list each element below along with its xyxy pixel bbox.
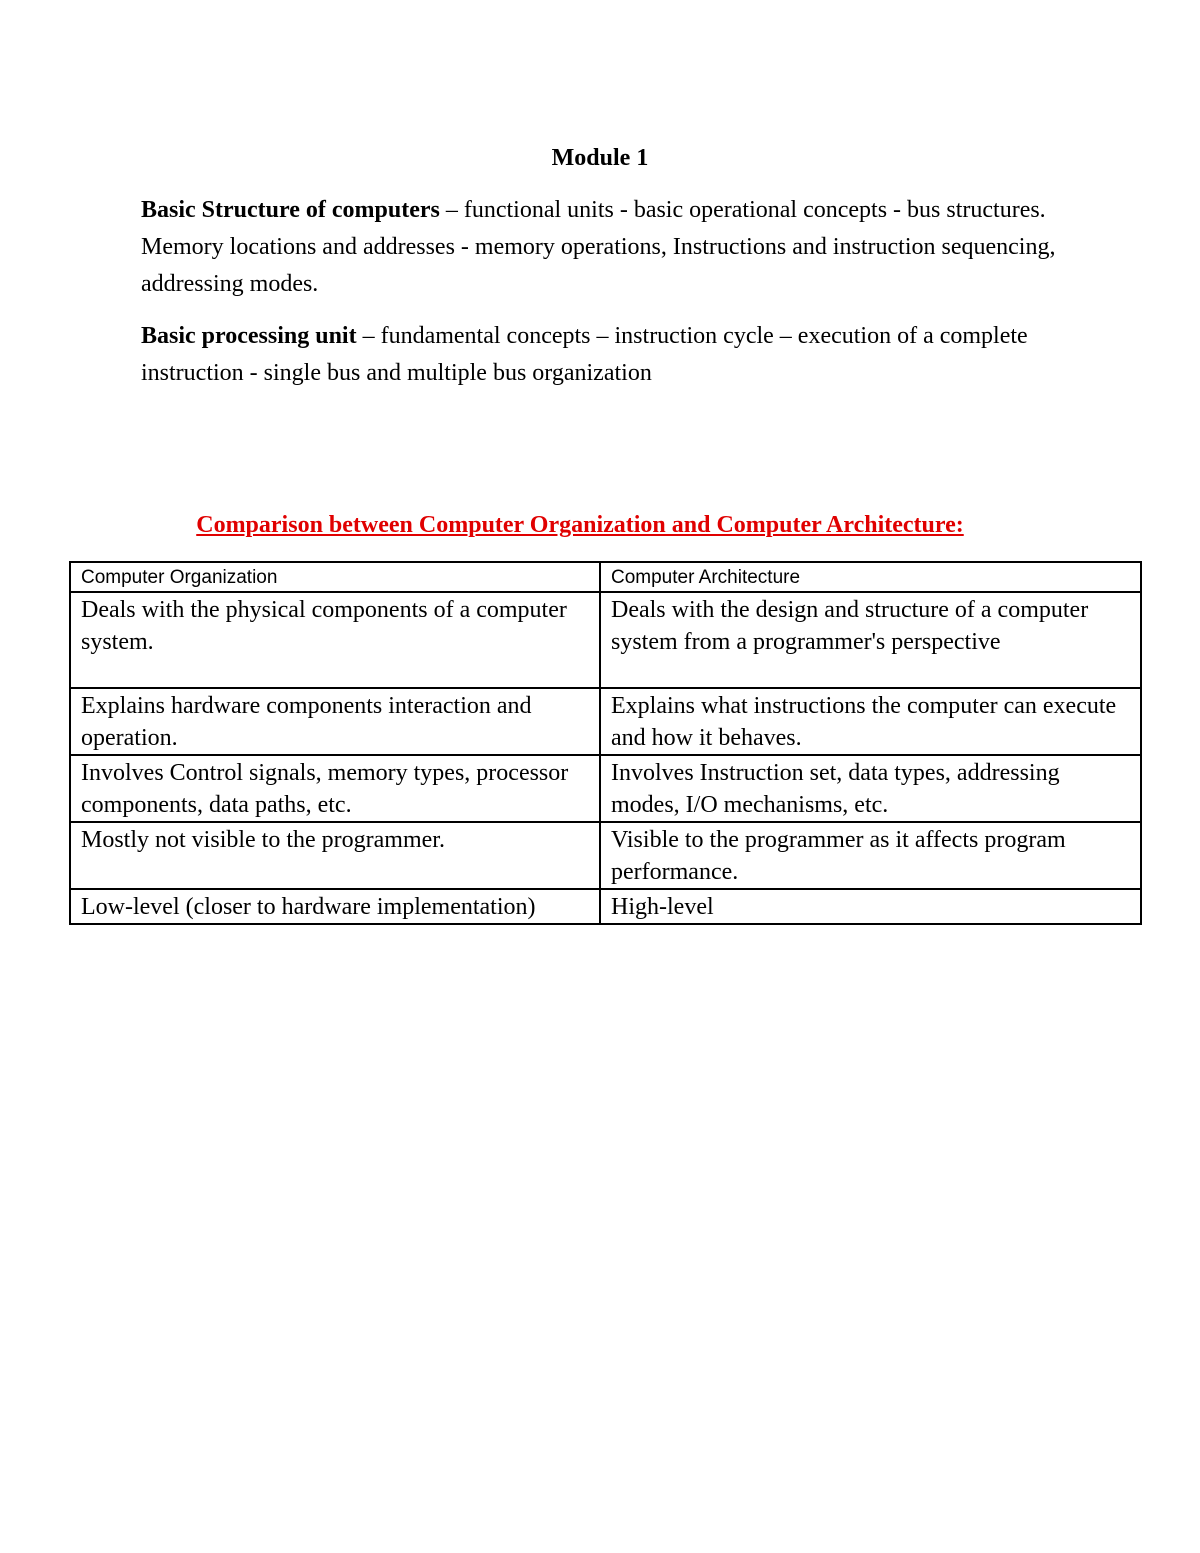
table-cell: Deals with the physical components of a computer system. <box>70 592 600 688</box>
table-row <box>70 755 1141 822</box>
table-cell: Involves Instruction set, data types, addressing modes, I/O mechanisms, etc. <box>600 755 1141 822</box>
table-cell: High-level <box>600 889 1141 924</box>
table-cell: Visible to the programmer as it affects program performance. <box>600 822 1141 889</box>
table-row <box>70 889 1141 924</box>
module-title: Module 1 <box>551 145 649 171</box>
table-row <box>70 592 1141 688</box>
table-cell: Low-level (closer to hardware implementation) <box>70 889 600 924</box>
table-cell: Explains what instructions the computer can execute and how it behaves. <box>600 688 1141 755</box>
table-row <box>70 822 1141 889</box>
header-computer-architecture: Computer Architecture <box>600 562 1141 592</box>
comparison-heading: Comparison between Computer Organization and Computer Architecture: <box>196 512 964 538</box>
header-computer-organization: Computer Organization <box>70 562 600 592</box>
table-cell: Deals with the design and structure of a computer system from a programmer's perspective <box>600 592 1141 688</box>
paragraph-heading: Basic Structure of computers <box>141 197 440 223</box>
table-cell: Involves Control signals, memory types, processor components, data paths, etc. <box>70 755 600 822</box>
table-row <box>70 688 1141 755</box>
table-cell: Mostly not visible to the programmer. <box>70 822 600 889</box>
paragraph-body: – functional units - basic operational concepts - bus structures. Memory locations and addresses - memory operations, Instructions and instruction sequencing, addressing modes. <box>141 197 1056 297</box>
paragraph-basic-processing-unit <box>141 318 1071 392</box>
paragraph-body: – fundamental concepts – instruction cycle – execution of a complete instruction - single bus and multiple bus organization <box>141 323 1028 386</box>
table-header-row <box>70 562 1141 592</box>
paragraph-basic-structure <box>141 192 1071 303</box>
table-cell: Explains hardware components interaction and operation. <box>70 688 600 755</box>
comparison-table <box>69 561 1142 925</box>
paragraph-heading: Basic processing unit <box>141 323 357 349</box>
